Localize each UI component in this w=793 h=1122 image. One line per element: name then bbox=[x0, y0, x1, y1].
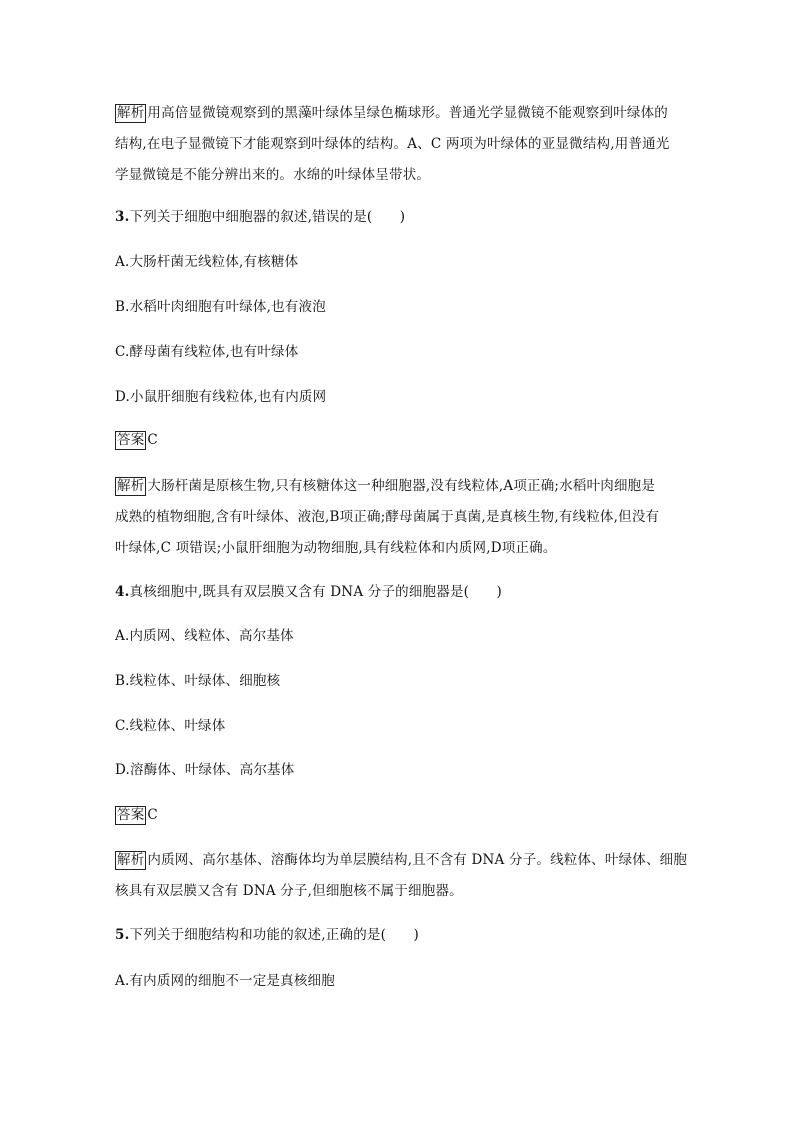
analysis-block-q2 bbox=[115, 98, 680, 191]
question-4-stem bbox=[115, 577, 680, 608]
question-5-stem bbox=[115, 920, 680, 951]
analysis-line: 成熟的植物细胞,含有叶绿体、液泡,B项正确;酵母菌属于真菌,是真核生物,有线粒体,但没有 bbox=[115, 509, 660, 525]
question-text: 下列关于细胞结构和功能的叙述,正确的是( ) bbox=[129, 927, 419, 943]
analysis-tag: 解析 bbox=[117, 852, 145, 868]
analysis-line: 叶绿体,C 项错误;小鼠肝细胞为动物细胞,具有线粒体和内质网,D项正确。 bbox=[115, 540, 557, 556]
question-number: 3. bbox=[115, 209, 130, 225]
analysis-line: 解析 大肠杆菌是原核生物,只有核糖体这一种细胞器,没有线粒体,A项正确;水稻叶肉细胞是 bbox=[117, 478, 656, 494]
question-4-option-b: B.线粒体、叶绿体、细胞核 bbox=[115, 673, 281, 689]
analysis-line: 学显微镜是不能分辨出来的。水绵的叶绿体呈带状。 bbox=[115, 167, 431, 183]
question-3-option-b: B.水稻叶肉细胞有叶绿体,也有液泡 bbox=[115, 299, 326, 315]
analysis-block-q3 bbox=[115, 471, 680, 564]
analysis-line: 解析 内质网、高尔基体、溶酶体均为单层膜结构,且不含有 DNA 分子。线粒体、叶绿体、细胞 bbox=[117, 852, 688, 868]
answer-tag: 答案 bbox=[117, 432, 145, 448]
question-4-option-a: A.内质网、线粒体、高尔基体 bbox=[115, 628, 294, 644]
question-number: 5. bbox=[115, 927, 130, 943]
question-3-option-a: A.大肠杆菌无线粒体,有核糖体 bbox=[115, 254, 299, 270]
question-3-option-c: C.酵母菌有线粒体,也有叶绿体 bbox=[115, 344, 299, 360]
answer-block-q4 bbox=[115, 800, 680, 831]
question-text: 下列关于细胞中细胞器的叙述,错误的是( ) bbox=[129, 209, 406, 225]
question-number: 4. bbox=[115, 584, 130, 600]
question-3-stem bbox=[115, 202, 680, 233]
analysis-tag: 解析 bbox=[117, 105, 145, 121]
analysis-block-q4 bbox=[115, 845, 688, 907]
question-5-option-a: A.有内质网的细胞不一定是真核细胞 bbox=[115, 973, 335, 989]
analysis-line: 结构,在电子显微镜下才能观察到叶绿体的结构。A、C 两项为叶绿体的亚显微结构,用普通光 bbox=[115, 136, 670, 152]
question-4-option-c: C.线粒体、叶绿体 bbox=[115, 718, 226, 734]
answer-block-q3 bbox=[115, 425, 680, 456]
answer-tag: 答案 bbox=[117, 807, 145, 823]
question-4-option-d: D.溶酶体、叶绿体、高尔基体 bbox=[115, 762, 295, 778]
analysis-line: 核具有双层膜又含有 DNA 分子,但细胞核不属于细胞器。 bbox=[115, 883, 463, 899]
analysis-line: 解析 用高倍显微镜观察到的黑藻叶绿体呈绿色椭球形。普通光学显微镜不能观察到叶绿体的 bbox=[117, 105, 669, 121]
answer-value: C bbox=[147, 432, 158, 448]
question-3-option-d: D.小鼠肝细胞有线粒体,也有内质网 bbox=[115, 389, 327, 405]
analysis-tag: 解析 bbox=[117, 478, 145, 494]
question-text: 真核细胞中,既具有双层膜又含有 DNA 分子的细胞器是( ) bbox=[129, 584, 502, 600]
answer-value: C bbox=[147, 807, 158, 823]
